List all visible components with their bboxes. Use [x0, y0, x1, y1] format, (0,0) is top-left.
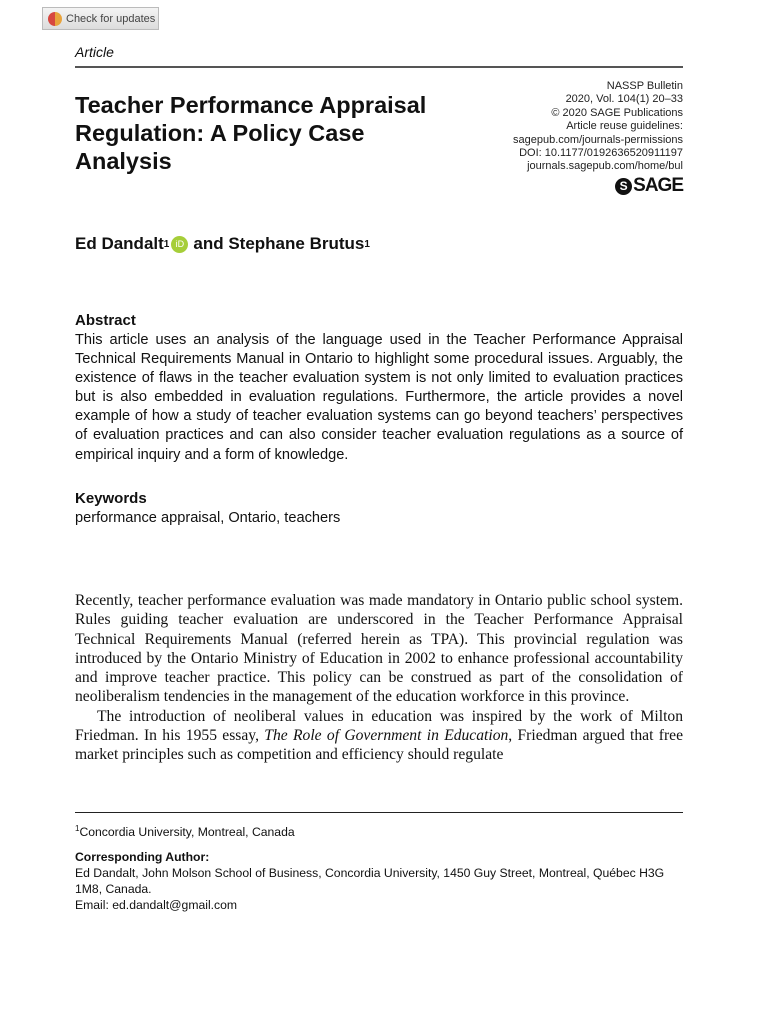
bookmark-icon: [48, 12, 62, 26]
volume-info: 2020, Vol. 104(1) 20–33: [565, 93, 683, 106]
sage-logo: S SAGE: [615, 175, 683, 197]
journal-link[interactable]: journals.sagepub.com/home/bul: [527, 160, 683, 173]
author-name: Stephane Brutus: [228, 234, 365, 253]
keywords-text: performance appraisal, Ontario, teachers: [75, 510, 341, 526]
paragraph: The introduction of neoliberal values in education was inspired by the work of Milton Friedman. In his 1955 essay, The Role of Government in Education, Friedman argued that free market principles such as competition and efficiency should regulate: [75, 707, 683, 764]
author-name: Ed Dandalt: [75, 234, 164, 253]
authors: Ed Dandalt 1 iD and Stephane Brutus 1: [75, 234, 370, 253]
keywords-heading: Keywords: [75, 490, 147, 507]
reuse-label: Article reuse guidelines:: [566, 120, 683, 133]
orcid-icon[interactable]: iD: [171, 236, 188, 253]
abstract-heading: Abstract: [75, 312, 136, 329]
article-type: Article: [75, 44, 114, 60]
paragraph: Recently, teacher performance evaluation was made mandatory in Ontario public school system. Rules guiding teacher evaluation are underscored in the Teacher Performance Appraisal Technical Requirements Manual (referred herein as TPA). This provincial regulation was introduced by the Ontario Ministry of Education in 2002 to enhance professional accountability and improve teacher practice. This policy can be construed as part of the consolidation of neoliberalism tendencies in the management of the education workforce in this province.: [75, 592, 683, 706]
footnote-rule: [75, 812, 683, 813]
body-text: [75, 591, 683, 765]
journal-meta: [513, 80, 683, 174]
corresponding-author: Corresponding Author: Ed Dandalt, John Molson School of Business, Concordia University, 1450 Guy Street, Montreal, Québec H3G 1M8, Canada. Email: ed.dandalt@gmail.com: [75, 849, 685, 913]
article-title: Teacher Performance Appraisal Regulation: A Policy Case Analysis: [75, 92, 427, 174]
doi[interactable]: DOI: 10.1177/0192636520911197: [519, 147, 683, 160]
affiliation-footnote: $^1$Concordia University, Montreal, Canada: [75, 824, 295, 840]
copyright: © 2020 SAGE Publications: [551, 106, 683, 119]
journal-name: NASSP Bulletin: [606, 80, 683, 92]
check-for-updates-label: Check for updates: [66, 12, 156, 25]
check-for-updates-button[interactable]: [42, 7, 159, 30]
abstract-text: This article uses an analysis of the language used in the Teacher Performance Appraisal Technical Requirements Manual in Ontario to highlight some procedural issues. Arguably, the existence of flaws in the teacher evaluation system is not only limited to evaluation practices but is also embedded in evaluation regulations. Furthermore, the article provides a novel example of how a study of teacher evaluation systems can go beyond teachers’ perspectives of evaluation practices and can also consider teacher evaluation regulations as a source of empirical inquiry and a form of knowledge.: [75, 332, 683, 463]
email[interactable]: Email: ed.dandalt@gmail.com: [75, 898, 238, 912]
permissions-link[interactable]: sagepub.com/journals-permissions: [513, 133, 683, 146]
header-rule: [75, 66, 683, 68]
